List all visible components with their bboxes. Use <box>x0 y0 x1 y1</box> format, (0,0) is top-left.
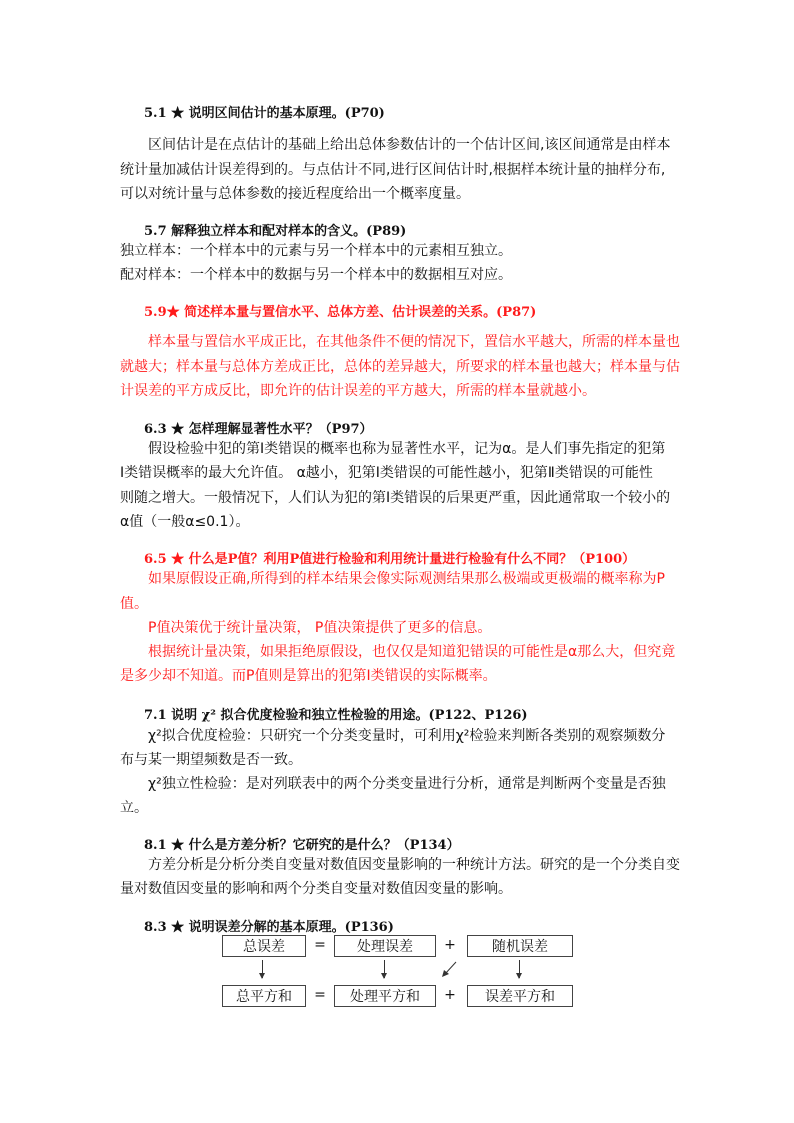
para-5-7-line2: 配对样本：一个样本中的数据与另一个样本中的数据相互对应。 <box>120 267 512 283</box>
para-7-1-line1: χ²拟合优度检验：只研究一个分类变量时，可利用χ²检验来判断各类别的观察频数分 <box>148 728 666 744</box>
para-8-1-line2: 量对数值因变量的影响和两个分类自变量对数值因变量的影响。 <box>120 881 512 897</box>
heading-8-1: 8.1 ★ 什么是方差分析？它研究的是什么？（P134） <box>144 838 460 853</box>
para-6-3-line4: α值（一般α≤0.1）。 <box>120 514 250 530</box>
plus-sign-bottom: + <box>444 987 456 1003</box>
para-8-1-line1: 方差分析是分析分类自变量对数值因变量影响的一种统计方法。研究的是一个分类自变 <box>148 857 680 873</box>
heading-5-1: 5.1 ★ 说明区间估计的基本原理。(P70) <box>144 106 385 121</box>
para-6-5-line2: 值。 <box>120 596 148 612</box>
arrow-diagonal-icon <box>440 960 460 980</box>
arrow-down-icon <box>384 960 385 978</box>
heading-6-3: 6.3 ★ 怎样理解显著性水平？（P97） <box>144 422 373 437</box>
heading-8-3: 8.3 ★ 说明误差分解的基本原理。(P136) <box>144 920 394 935</box>
para-5-7-line1: 独立样本：一个样本中的元素与另一个样本中的元素相互独立。 <box>120 243 512 259</box>
para-6-3-line3: 则随之增大。一般情况下，人们认为犯的第Ⅰ类错误的后果更严重，因此通常取一个较小的 <box>120 490 671 506</box>
para-5-1-line1: 区间估计是在点估计的基础上给出总体参数估计的一个估计区间,该区间通常是由样本 <box>148 137 671 153</box>
box-treatment-sum-squares: 处理平方和 <box>334 985 436 1007</box>
box-total-error: 总误差 <box>222 935 306 957</box>
heading-7-1: 7.1 说明 χ² 拟合优度检验和独立性检验的用途。(P122、P126) <box>144 708 528 723</box>
para-6-5-line4: 根据统计量决策，如果拒绝原假设，也仅仅是知道犯错误的可能性是α那么大，但究竟 <box>148 644 676 660</box>
para-7-1-line2: 布与某一期望频数是否一致。 <box>120 752 302 768</box>
para-6-5-line5: 是多少却不知道。而P值则是算出的犯第Ⅰ类错误的实际概率。 <box>120 668 497 684</box>
arrow-down-icon <box>519 960 520 978</box>
plus-sign-top: + <box>444 937 456 953</box>
box-total-sum-squares: 总平方和 <box>222 985 306 1007</box>
para-5-1-line3: 可以对统计量与总体参数的接近程度给出一个概率度量。 <box>120 186 470 202</box>
heading-5-9: 5.9★ 简述样本量与置信水平、总体方差、估计误差的关系。(P87) <box>144 305 537 320</box>
box-treatment-error: 处理误差 <box>334 935 436 957</box>
para-6-5-line3: P值决策优于统计量决策， P值决策提供了更多的信息。 <box>148 620 492 636</box>
equals-sign-bottom: = <box>314 987 326 1003</box>
box-error-sum-squares: 误差平方和 <box>467 985 573 1007</box>
para-5-9-line1: 样本量与置信水平成正比，在其他条件不便的情况下，置信水平越大，所需的样本量也 <box>148 334 680 350</box>
heading-5-7: 5.7 解释独立样本和配对样本的含义。(P89) <box>144 224 407 239</box>
para-6-3-line1: 假设检验中犯的第Ⅰ类错误的概率也称为显著性水平，记为α。是人们事先指定的犯第 <box>148 441 666 457</box>
box-random-error: 随机误差 <box>467 935 573 957</box>
equals-sign-top: = <box>314 937 326 953</box>
para-7-1-line4: 立。 <box>120 800 148 816</box>
para-7-1-line3: χ²独立性检验：是对列联表中的两个分类变量进行分析，通常是判断两个变量是否独 <box>148 776 666 792</box>
para-5-9-line3: 计误差的平方成反比，即允许的估计误差的平方越大，所需的样本量就越小。 <box>120 383 596 399</box>
para-6-5-line1: 如果原假设正确,所得到的样本结果会像实际观测结果那么极端或更极端的概率称为P <box>148 571 665 587</box>
para-5-1-line2: 统计量加减估计误差得到的。与点估计不同,进行区间估计时,根据样本统计量的抽样分布, <box>120 162 666 178</box>
para-6-3-line2: Ⅰ类错误概率的最大允许值。 α越小，犯第Ⅰ类错误的可能性越小，犯第Ⅱ类错误的可能性 <box>120 465 653 481</box>
arrow-down-icon <box>262 960 263 978</box>
para-5-9-line2: 就越大；样本量与总体方差成正比，总体的差异越大，所要求的样本量也越大；样本量与估 <box>120 359 680 375</box>
heading-6-5: 6.5 ★ 什么是P值？利用P值进行检验和利用统计量进行检验有什么不同？（P100） <box>144 552 636 567</box>
